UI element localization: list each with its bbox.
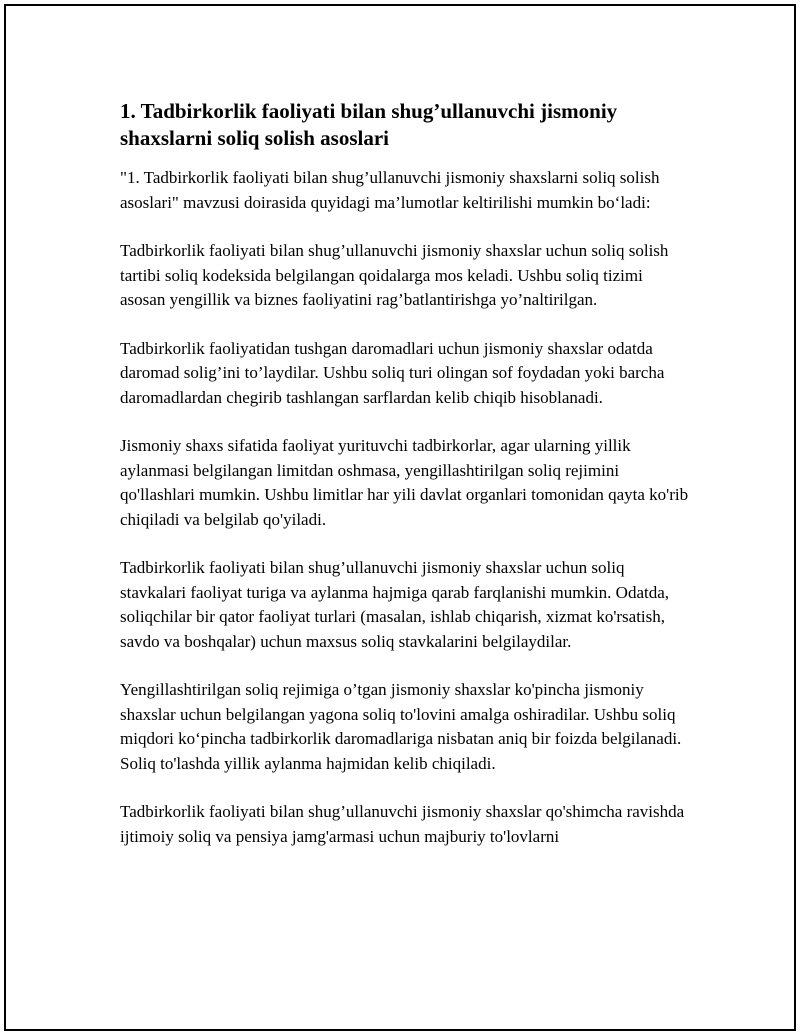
paragraph-simplified-regime: Jismoniy shaxs sifatida faoliyat yurituvchi tadbirkorlar, agar ularning yillik aylanmasi belgilangan limitdan oshmasa, yengillashtirilgan soliq rejimini qo'llashlari mumkin. Ushbu limitlar har yili davlat organlari tomonidan qayta ko'rib chiqiladi va belgilab qo'yiladi. xyxy=(120,436,689,529)
paragraph-tax-rates: Tadbirkorlik faoliyati bilan shug’ullanuvchi jismoniy shaxslar uchun soliq stavkalari faoliyat turiga va aylanma hajmiga qarab farqlanishi mumkin. Odatda, soliqchilar bir qator faoliyat turlari (masalan, ishlab chiqarish, xizmat ko'rsatish, savdo va boshqalar) uchun maxsus soliq stavkalarini belgilaydilar. xyxy=(120,558,670,651)
paragraph-tax-rules: Tadbirkorlik faoliyati bilan shug’ullanuvchi jismoniy shaxslar uchun soliq solish tartibi soliq kodeksida belgilangan qoidalarga mos keladi. Ushbu soliq tizimi asosan yengillik va biznes faoliyatini rag’batlantirishga yo’naltirilgan. xyxy=(120,241,669,309)
paragraph-single-tax: Yengillashtirilgan soliq rejimiga o’tgan jismoniy shaxslar ko'pincha jismoniy shaxslar uchun belgilangan yagona soliq to'lovini amalga oshiradilar. Ushbu soliq miqdori ko‘pincha tadbirkorlik daromadlariga nisbatan aniq bir foizda belgilanadi. Soliq to'lashda yillik aylanma hajmidan kelib chiqiladi. xyxy=(120,680,682,773)
paragraph-social-tax: Tadbirkorlik faoliyati bilan shug’ullanuvchi jismoniy shaxslar qo'shimcha ravishda ijtimoiy soliq va pensiya jamg'armasi uchun majburiy to'lovlarni xyxy=(120,802,685,846)
document-body xyxy=(120,98,692,873)
document-title: 1. Tadbirkorlik faoliyati bilan shug’ullanuvchi jismoniy shaxslarni soliq solish asoslari xyxy=(120,99,618,150)
document-page xyxy=(4,4,796,1031)
paragraph-intro: "1. Tadbirkorlik faoliyati bilan shug’ullanuvchi jismoniy shaxslarni soliq solish asoslari" mavzusi doirasida quyidagi ma’lumotlar keltirilishi mumkin bo‘ladi: xyxy=(120,168,660,212)
paragraph-income-tax: Tadbirkorlik faoliyatidan tushgan daromadlari uchun jismoniy shaxslar odatda daromad solig’ini to’laydilar. Ushbu soliq turi olingan sof foydadan yoki barcha daromadlardan chegirib tashlangan sarflardan kelib chiqib hisoblanadi. xyxy=(120,338,665,407)
